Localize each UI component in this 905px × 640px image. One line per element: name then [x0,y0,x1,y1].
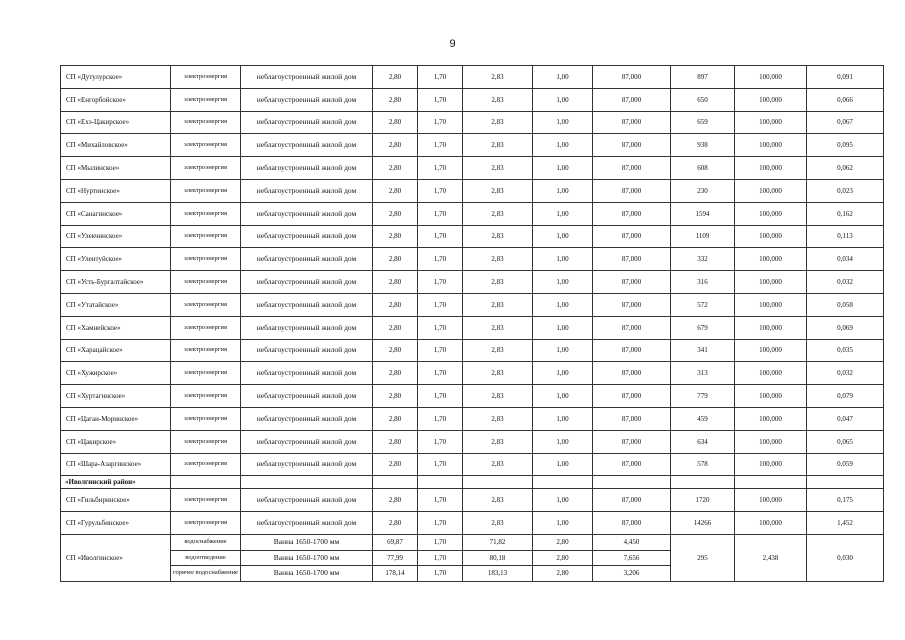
value-cell-c2: 1,70 [418,362,463,385]
value-cell-c1: 2,80 [373,202,418,225]
value-cell-c3: 2,83 [463,385,533,408]
value-cell-c2: 1,70 [418,293,463,316]
value-cell-c4: 2,80 [533,550,593,566]
resource-type: электроэнергия [171,512,241,535]
settlement-name: СП «Енгорбойское» [61,88,171,111]
value-cell-c7: 100,000 [735,512,807,535]
empty-cell [171,476,241,489]
value-cell-c3: 2,83 [463,271,533,294]
value-cell-c7: 100,000 [735,293,807,316]
value-cell-c1: 2,80 [373,88,418,111]
table-row [61,362,884,385]
value-cell-c8: 0,047 [807,407,884,430]
value-cell-c5: 87,000 [593,339,671,362]
value-cell-c7: 100,000 [735,407,807,430]
value-cell-c5: 87,000 [593,362,671,385]
value-cell-c1: 2,80 [373,385,418,408]
value-cell-c6: 332 [671,248,735,271]
resource-type: электроэнергия [171,134,241,157]
value-cell-c2: 1,70 [418,88,463,111]
value-cell-c1: 2,80 [373,512,418,535]
value-cell-c4: 1,00 [533,489,593,512]
value-cell-c3: 80,18 [463,550,533,566]
value-cell-c7: 100,000 [735,225,807,248]
table-row [61,489,884,512]
value-cell-c8: 0,032 [807,271,884,294]
value-cell-c6: 459 [671,407,735,430]
value-cell-c8: 0,065 [807,430,884,453]
value-cell-c1: 2,80 [373,134,418,157]
settlement-name: СП «Утатайское» [61,293,171,316]
value-cell-c8: 0,079 [807,385,884,408]
dwelling-type: неблагоустроенный жилой дом [241,111,373,134]
settlement-name: СП «Усть-Бургалтайское» [61,271,171,294]
value-cell-c4: 1,00 [533,512,593,535]
value-cell-c4: 1,00 [533,316,593,339]
value-cell-c8: 0,034 [807,248,884,271]
value-cell-c4: 1,00 [533,248,593,271]
resource-type: электроэнергия [171,316,241,339]
empty-cell [671,476,735,489]
table-row [61,271,884,294]
value-cell-c4: 1,00 [533,157,593,180]
dwelling-type: неблагоустроенный жилой дом [241,202,373,225]
value-cell-c3: 2,83 [463,66,533,89]
table-row [61,293,884,316]
value-cell-c6: 316 [671,271,735,294]
value-cell-c2: 1,70 [418,339,463,362]
value-cell-c4: 1,00 [533,111,593,134]
value-cell-c8: 0,069 [807,316,884,339]
value-cell-c1: 178,14 [373,566,418,582]
resource-type: электроэнергия [171,339,241,362]
value-cell-c3: 2,83 [463,407,533,430]
value-cell-c2: 1,70 [418,248,463,271]
table-row [61,385,884,408]
resource-type: электроэнергия [171,248,241,271]
value-cell-c5: 87,000 [593,111,671,134]
value-cell-c6: 679 [671,316,735,339]
value-cell-c1: 69,87 [373,534,418,550]
value-cell-c7: 100,000 [735,66,807,89]
settlement-name: СП «Михайловское» [61,134,171,157]
dwelling-type: неблагоустроенный жилой дом [241,362,373,385]
value-cell-c8: 0,095 [807,134,884,157]
settlement-name: СП «Хамнейское» [61,316,171,339]
settlement-name: СП «Ехэ-Цакирское» [61,111,171,134]
value-cell-c7: 100,000 [735,489,807,512]
value-cell-c4: 1,00 [533,202,593,225]
value-cell-c5: 87,000 [593,271,671,294]
value-cell-c4: 1,00 [533,407,593,430]
table-row [61,339,884,362]
value-cell-c6: 572 [671,293,735,316]
value-cell-c6: 230 [671,179,735,202]
empty-cell [807,476,884,489]
value-cell-c1: 2,80 [373,157,418,180]
value-cell-c5: 87,000 [593,512,671,535]
value-cell-c7: 100,000 [735,362,807,385]
value-cell-c8: 0,032 [807,362,884,385]
settlement-name: СП «Хуртагинское» [61,385,171,408]
resource-type: электроэнергия [171,88,241,111]
value-cell-c1: 2,80 [373,248,418,271]
resource-type: электроэнергия [171,225,241,248]
dwelling-type: неблагоустроенный жилой дом [241,339,373,362]
resource-type: электроэнергия [171,271,241,294]
value-cell-c8: 0,091 [807,66,884,89]
table-row [61,66,884,89]
value-cell-c7: 100,000 [735,316,807,339]
value-cell-c2: 1,70 [418,550,463,566]
value-cell-c1: 2,80 [373,179,418,202]
dwelling-type: неблагоустроенный жилой дом [241,88,373,111]
settlement-name: СП «Хужирское» [61,362,171,385]
value-cell-c2: 1,70 [418,134,463,157]
value-cell-c2: 1,70 [418,385,463,408]
value-cell-c5: 87,000 [593,430,671,453]
value-cell-c2: 1,70 [418,430,463,453]
table-row [61,179,884,202]
value-cell-c4: 1,00 [533,430,593,453]
value-cell-c2: 1,70 [418,66,463,89]
value-cell-c1: 2,80 [373,66,418,89]
value-cell-c6: 634 [671,430,735,453]
fixture-type: Ванна 1650-1700 мм [241,550,373,566]
value-cell-c3: 2,83 [463,111,533,134]
value-cell-c3: 2,83 [463,202,533,225]
resource-type: электроэнергия [171,489,241,512]
value-cell-c1: 2,80 [373,362,418,385]
settlement-name: СП «Дутулурское» [61,66,171,89]
value-cell-c7: 100,000 [735,88,807,111]
value-cell-c4: 1,00 [533,362,593,385]
value-cell-c2: 1,70 [418,111,463,134]
fixture-type: Ванна 1650-1700 мм [241,566,373,582]
value-cell-c1: 2,80 [373,407,418,430]
empty-cell [418,476,463,489]
dwelling-type: неблагоустроенный жилой дом [241,453,373,476]
value-cell-c2: 1,70 [418,489,463,512]
value-cell-c3: 2,83 [463,362,533,385]
value-cell-c5: 87,000 [593,157,671,180]
value-cell-c5: 7,656 [593,550,671,566]
value-cell-c7: 100,000 [735,202,807,225]
value-cell-c2: 1,70 [418,453,463,476]
value-cell-c5: 4,450 [593,534,671,550]
value-cell-c3: 2,83 [463,512,533,535]
settlement-name: СП «Харацайское» [61,339,171,362]
tariff-table [60,65,884,582]
empty-cell [373,476,418,489]
value-cell-c5: 87,000 [593,293,671,316]
fixture-type: Ванна 1650-1700 мм [241,534,373,550]
value-cell-c7: 100,000 [735,385,807,408]
resource-type: электроэнергия [171,385,241,408]
settlement-name: СП «Улекчинское» [61,225,171,248]
resource-type: электроэнергия [171,293,241,316]
empty-cell [593,476,671,489]
value-cell-c7: 100,000 [735,157,807,180]
value-cell-c6: 659 [671,111,735,134]
value-cell-c3: 2,83 [463,453,533,476]
value-cell-c5: 87,000 [593,385,671,408]
value-cell-c3: 2,83 [463,489,533,512]
value-cell-c7: 2,438 [735,534,807,581]
table-row [61,202,884,225]
value-cell-c2: 1,70 [418,316,463,339]
value-cell-c1: 2,80 [373,271,418,294]
value-cell-c8: 0,035 [807,339,884,362]
value-cell-c5: 87,000 [593,88,671,111]
value-cell-c5: 87,000 [593,489,671,512]
value-cell-c5: 87,000 [593,225,671,248]
table-row [61,407,884,430]
value-cell-c8: 0,067 [807,111,884,134]
value-cell-c6: 295 [671,534,735,581]
table-row [61,111,884,134]
value-cell-c6: 341 [671,339,735,362]
value-cell-c3: 2,83 [463,88,533,111]
settlement-name: СП «Цаган-Моринское» [61,407,171,430]
settlement-name: СП «Гильбиринское» [61,489,171,512]
dwelling-type: неблагоустроенный жилой дом [241,179,373,202]
table-row [61,534,884,550]
value-cell-c8: 0,059 [807,453,884,476]
settlement-name: СП «Цакирское» [61,430,171,453]
dwelling-type: неблагоустроенный жилой дом [241,385,373,408]
value-cell-c4: 1,00 [533,66,593,89]
dwelling-type: неблагоустроенный жилой дом [241,157,373,180]
resource-type: водоснабжение [171,534,241,550]
resource-type: электроэнергия [171,111,241,134]
empty-cell [241,476,373,489]
value-cell-c7: 100,000 [735,453,807,476]
value-cell-c6: 578 [671,453,735,476]
value-cell-c5: 87,000 [593,316,671,339]
value-cell-c8: 0,023 [807,179,884,202]
dwelling-type: неблагоустроенный жилой дом [241,225,373,248]
value-cell-c6: 779 [671,385,735,408]
value-cell-c4: 1,00 [533,134,593,157]
value-cell-c5: 87,000 [593,202,671,225]
value-cell-c6: 313 [671,362,735,385]
value-cell-c8: 0,162 [807,202,884,225]
dwelling-type: неблагоустроенный жилой дом [241,293,373,316]
value-cell-c5: 87,000 [593,407,671,430]
value-cell-c7: 100,000 [735,430,807,453]
settlement-name: СП «Улентуйское» [61,248,171,271]
value-cell-c2: 1,70 [418,407,463,430]
dwelling-type: неблагоустроенный жилой дом [241,407,373,430]
dwelling-type: неблагоустроенный жилой дом [241,489,373,512]
value-cell-c8: 0,113 [807,225,884,248]
value-cell-c7: 100,000 [735,134,807,157]
resource-type: электроэнергия [171,202,241,225]
table-row [61,134,884,157]
section-title: «Иволгинский район» [61,476,171,489]
resource-type: горячее водоснабжение [171,566,241,582]
value-cell-c3: 2,83 [463,225,533,248]
value-cell-c1: 2,80 [373,111,418,134]
value-cell-c4: 1,00 [533,179,593,202]
dwelling-type: неблагоустроенный жилой дом [241,430,373,453]
settlement-name: СП «Иволгинское» [61,534,171,581]
value-cell-c8: 1,452 [807,512,884,535]
resource-type: электроэнергия [171,66,241,89]
settlement-name: СП «Санагинское» [61,202,171,225]
value-cell-c1: 2,80 [373,430,418,453]
value-cell-c5: 87,000 [593,179,671,202]
empty-cell [735,476,807,489]
value-cell-c2: 1,70 [418,534,463,550]
table-row [61,248,884,271]
value-cell-c6: 897 [671,66,735,89]
value-cell-c3: 183,13 [463,566,533,582]
value-cell-c4: 1,00 [533,293,593,316]
value-cell-c5: 87,000 [593,248,671,271]
value-cell-c5: 87,000 [593,66,671,89]
empty-cell [533,476,593,489]
value-cell-c1: 2,80 [373,293,418,316]
value-cell-c4: 2,80 [533,566,593,582]
value-cell-c4: 1,00 [533,88,593,111]
value-cell-c6: 650 [671,88,735,111]
value-cell-c2: 1,70 [418,179,463,202]
value-cell-c2: 1,70 [418,157,463,180]
table-row [61,88,884,111]
dwelling-type: неблагоустроенный жилой дом [241,316,373,339]
value-cell-c1: 2,80 [373,453,418,476]
value-cell-c3: 2,83 [463,293,533,316]
page-number: 9 [449,38,456,50]
table-row [61,512,884,535]
section-row [61,476,884,489]
value-cell-c2: 1,70 [418,566,463,582]
value-cell-c6: 938 [671,134,735,157]
table-row [61,225,884,248]
value-cell-c4: 1,00 [533,271,593,294]
value-cell-c6: 1109 [671,225,735,248]
dwelling-type: неблагоустроенный жилой дом [241,66,373,89]
value-cell-c1: 77,99 [373,550,418,566]
table-row [61,157,884,180]
dwelling-type: неблагоустроенный жилой дом [241,134,373,157]
resource-type: электроэнергия [171,362,241,385]
value-cell-c2: 1,70 [418,512,463,535]
value-cell-c8: 0,062 [807,157,884,180]
resource-type: электроэнергия [171,407,241,430]
table-row [61,316,884,339]
dwelling-type: неблагоустроенный жилой дом [241,271,373,294]
value-cell-c6: 1720 [671,489,735,512]
value-cell-c1: 2,80 [373,339,418,362]
value-cell-c1: 2,80 [373,225,418,248]
value-cell-c1: 2,80 [373,316,418,339]
value-cell-c6: 608 [671,157,735,180]
value-cell-c8: 0,030 [807,534,884,581]
value-cell-c2: 1,70 [418,225,463,248]
value-cell-c7: 100,000 [735,248,807,271]
settlement-name: СП «Шара-Азаргинское» [61,453,171,476]
value-cell-c4: 1,00 [533,225,593,248]
value-cell-c3: 2,83 [463,179,533,202]
value-cell-c4: 1,00 [533,339,593,362]
value-cell-c3: 2,83 [463,134,533,157]
resource-type: водоотведение [171,550,241,566]
value-cell-c4: 1,00 [533,453,593,476]
dwelling-type: неблагоустроенный жилой дом [241,248,373,271]
dwelling-type: неблагоустроенный жилой дом [241,512,373,535]
value-cell-c3: 2,83 [463,339,533,362]
value-cell-c3: 2,83 [463,248,533,271]
resource-type: электроэнергия [171,157,241,180]
value-cell-c2: 1,70 [418,202,463,225]
table-row [61,453,884,476]
settlement-name: СП «Нуртинское» [61,179,171,202]
value-cell-c7: 100,000 [735,271,807,294]
resource-type: электроэнергия [171,430,241,453]
settlement-name: СП «Гурульбинское» [61,512,171,535]
value-cell-c7: 100,000 [735,111,807,134]
value-cell-c6: 1594 [671,202,735,225]
settlement-name: СП «Мылинское» [61,157,171,180]
value-cell-c3: 2,83 [463,430,533,453]
value-cell-c5: 87,000 [593,453,671,476]
value-cell-c8: 0,175 [807,489,884,512]
value-cell-c8: 0,066 [807,88,884,111]
value-cell-c1: 2,80 [373,489,418,512]
value-cell-c6: 14266 [671,512,735,535]
value-cell-c7: 100,000 [735,339,807,362]
value-cell-c8: 0,058 [807,293,884,316]
value-cell-c4: 2,80 [533,534,593,550]
value-cell-c3: 71,82 [463,534,533,550]
value-cell-c7: 100,000 [735,179,807,202]
value-cell-c5: 87,000 [593,134,671,157]
value-cell-c4: 1,00 [533,385,593,408]
resource-type: электроэнергия [171,179,241,202]
value-cell-c3: 2,83 [463,316,533,339]
value-cell-c5: 3,206 [593,566,671,582]
empty-cell [463,476,533,489]
resource-type: электроэнергия [171,453,241,476]
value-cell-c2: 1,70 [418,271,463,294]
table-row [61,430,884,453]
value-cell-c3: 2,83 [463,157,533,180]
